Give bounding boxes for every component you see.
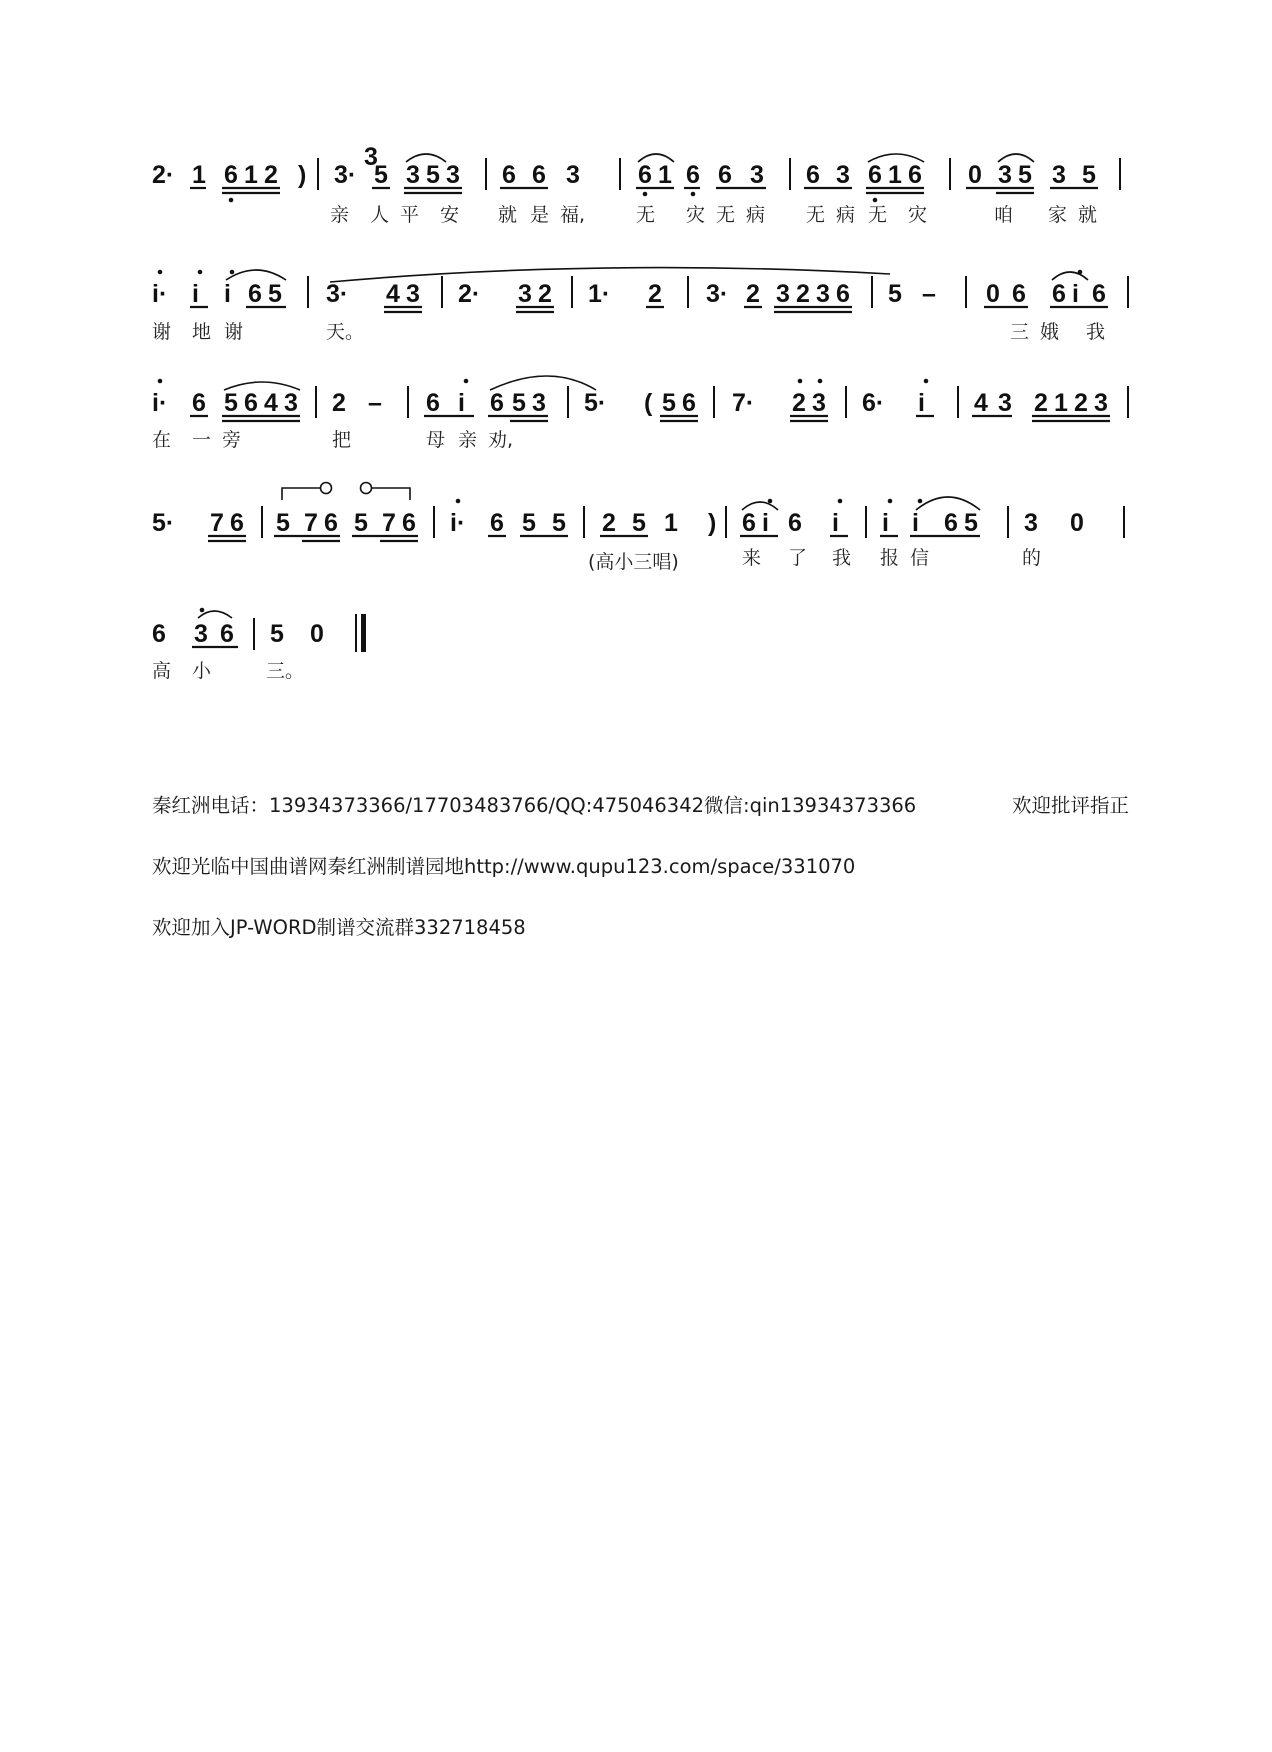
note: 0: [986, 280, 1000, 308]
note: 6: [788, 509, 802, 537]
note: 5: [426, 161, 440, 189]
note: 5: [374, 161, 388, 189]
lyric: 无: [716, 204, 736, 226]
note: i: [458, 389, 465, 417]
note: 2: [264, 161, 278, 189]
note: 6: [490, 509, 504, 537]
note: 6: [532, 161, 546, 189]
note: 6: [244, 389, 258, 417]
note: 3: [284, 389, 298, 417]
note: 5: [632, 509, 646, 537]
note: 2: [1034, 389, 1048, 417]
lyric: 在: [152, 429, 172, 451]
note: 6: [682, 389, 696, 417]
note: 3·: [326, 280, 349, 308]
lyric: 三。: [266, 660, 305, 682]
note: 5: [270, 620, 284, 648]
note: 5: [888, 280, 902, 308]
note: 6: [638, 161, 652, 189]
note: 6: [402, 509, 416, 537]
note: ): [708, 509, 717, 537]
note: 6: [224, 161, 238, 189]
final-barline: [361, 614, 366, 652]
note: 2: [602, 509, 616, 537]
note: 7: [304, 509, 318, 537]
score-line-2: [152, 268, 1128, 343]
bracket-marks: [282, 483, 410, 501]
lyric: 把: [332, 429, 352, 451]
note: i·: [450, 509, 466, 537]
group-line: 欢迎加入JP-WORD制谱交流群332718458: [152, 916, 526, 939]
note: 6: [502, 161, 516, 189]
note: i: [918, 389, 925, 417]
notation-marks: [158, 376, 1110, 421]
note: 6·: [862, 389, 885, 417]
lyric: 咱: [994, 204, 1014, 226]
note: 3: [750, 161, 764, 189]
note: 6: [248, 280, 262, 308]
note: i: [832, 509, 839, 537]
note: 6: [490, 389, 504, 417]
note: 2: [792, 389, 806, 417]
numbered-music-score: [0, 0, 1272, 760]
lyric: 谢: [224, 321, 244, 343]
note: 7: [382, 509, 396, 537]
note: 7: [210, 509, 224, 537]
note: 3: [446, 161, 460, 189]
note: 3: [776, 280, 790, 308]
note: 5·: [152, 509, 175, 537]
note: 1: [664, 509, 678, 537]
note: 3: [836, 161, 850, 189]
note: 1: [658, 161, 672, 189]
note: 5: [964, 509, 978, 537]
note: 6: [742, 509, 756, 537]
lyric: 无: [868, 204, 888, 226]
note: 5: [522, 509, 536, 537]
lyric: 就: [1078, 204, 1098, 226]
note: 5: [512, 389, 526, 417]
note: 2: [332, 389, 346, 417]
note: 3: [812, 389, 826, 417]
note: i: [882, 509, 889, 537]
lyric: 是: [530, 204, 550, 226]
grace-note: 3: [364, 143, 378, 171]
lyric: 无: [636, 204, 656, 226]
lyric: 就: [498, 204, 518, 226]
lyric: 一: [192, 429, 212, 451]
note: 2·: [458, 280, 481, 308]
note: 6: [1012, 280, 1026, 308]
note: i: [1072, 280, 1079, 308]
note: 5: [268, 280, 282, 308]
lyric: 亲: [458, 429, 478, 451]
note: 6: [220, 620, 234, 648]
note: 1: [888, 161, 902, 189]
note: ): [298, 161, 307, 189]
lyric: 平: [400, 204, 420, 226]
note: (: [644, 389, 653, 417]
note: 0: [968, 161, 982, 189]
note: 3: [1052, 161, 1066, 189]
lyric: 来: [742, 547, 762, 569]
note: 1: [192, 161, 206, 189]
score-line-3: [152, 376, 1128, 451]
lyric: 福,: [560, 204, 586, 226]
note: 6: [868, 161, 882, 189]
welcome-critique: 欢迎批评指正: [1011, 794, 1129, 817]
note: 6: [944, 509, 958, 537]
note: 3·: [334, 161, 357, 189]
note: 6: [806, 161, 820, 189]
score-line-5: [152, 608, 366, 682]
note: 6: [230, 509, 244, 537]
note: –: [368, 389, 382, 417]
note: i: [192, 280, 199, 308]
note: 2: [746, 280, 760, 308]
lyric: 地: [192, 321, 212, 343]
score-line-1: [152, 143, 1120, 226]
note: 3: [406, 280, 420, 308]
note: 3: [816, 280, 830, 308]
note: 5: [662, 389, 676, 417]
lyric: 灾: [686, 204, 706, 226]
note: 3·: [706, 280, 729, 308]
note: 3: [406, 161, 420, 189]
lyric: 我: [1086, 321, 1106, 343]
note: 5: [354, 509, 368, 537]
note: 0: [310, 620, 324, 648]
note: 1·: [588, 280, 611, 308]
note: 6: [192, 389, 206, 417]
note: 5: [224, 389, 238, 417]
note: 5·: [584, 389, 607, 417]
lyric: 高: [152, 660, 172, 682]
note: 1: [244, 161, 258, 189]
note: 2·: [152, 161, 175, 189]
note: 4: [264, 389, 278, 417]
lyric: 病: [746, 204, 766, 226]
note: 6: [686, 161, 700, 189]
lyric: (高小三唱): [588, 551, 679, 573]
lyric: 灾: [908, 204, 928, 226]
note: 6: [1052, 280, 1066, 308]
note: 6: [324, 509, 338, 537]
lyric: 安: [440, 204, 460, 226]
score-line-4: [152, 483, 1124, 574]
note: 5: [1082, 161, 1096, 189]
lyric: 小: [192, 660, 212, 682]
note: 5: [276, 509, 290, 537]
lyric: 我: [832, 547, 852, 569]
lyric: 天。: [326, 321, 365, 343]
lyric: 劝,: [488, 429, 514, 451]
note: 3: [532, 389, 546, 417]
lyric: 病: [836, 204, 856, 226]
lyric: 无: [806, 204, 826, 226]
note: 3: [566, 161, 580, 189]
lyric: 母: [426, 429, 446, 451]
lyric: 了: [788, 547, 808, 569]
note: 6: [908, 161, 922, 189]
lyric: 谢: [152, 321, 172, 343]
lyric: 的: [1022, 547, 1042, 569]
lyric: 人: [370, 204, 390, 226]
lyric: 报: [880, 547, 900, 569]
note: 4: [386, 280, 400, 308]
note: 2: [796, 280, 810, 308]
lyric: 信: [910, 547, 930, 569]
site-link[interactable]: 欢迎光临中国曲谱网秦红洲制谱园地http://www.qupu123.com/space/331070: [152, 855, 856, 878]
lyric: 家: [1048, 204, 1068, 226]
note: 3: [518, 280, 532, 308]
lyric: 娥: [1040, 321, 1060, 343]
note: 5: [1018, 161, 1032, 189]
note: 6: [718, 161, 732, 189]
note: 3: [1094, 389, 1108, 417]
note: i·: [152, 389, 168, 417]
note: –: [922, 280, 936, 308]
note: i·: [152, 280, 168, 308]
note: 3: [998, 389, 1012, 417]
note: 2: [648, 280, 662, 308]
lyric: 旁: [222, 429, 242, 451]
contact-line: 秦红洲电话：13934373366/17703483766/QQ:475046342微信:qin13934373366: [152, 794, 917, 817]
note: i: [912, 509, 919, 537]
note: 0: [1070, 509, 1084, 537]
lyric: 三: [1010, 321, 1030, 343]
note: 7·: [732, 389, 755, 417]
note: i: [224, 280, 231, 308]
note: 6: [1092, 280, 1106, 308]
note: i: [762, 509, 769, 537]
note: 3: [998, 161, 1012, 189]
note: 3: [1024, 509, 1038, 537]
note: 4: [974, 389, 988, 417]
note: 3: [194, 620, 208, 648]
note: 1: [1054, 389, 1068, 417]
note: 6: [836, 280, 850, 308]
note: 2: [538, 280, 552, 308]
note: 5: [552, 509, 566, 537]
note: 2: [1074, 389, 1088, 417]
lyric: 亲: [330, 204, 350, 226]
note: 6: [426, 389, 440, 417]
note: 6: [152, 620, 166, 648]
